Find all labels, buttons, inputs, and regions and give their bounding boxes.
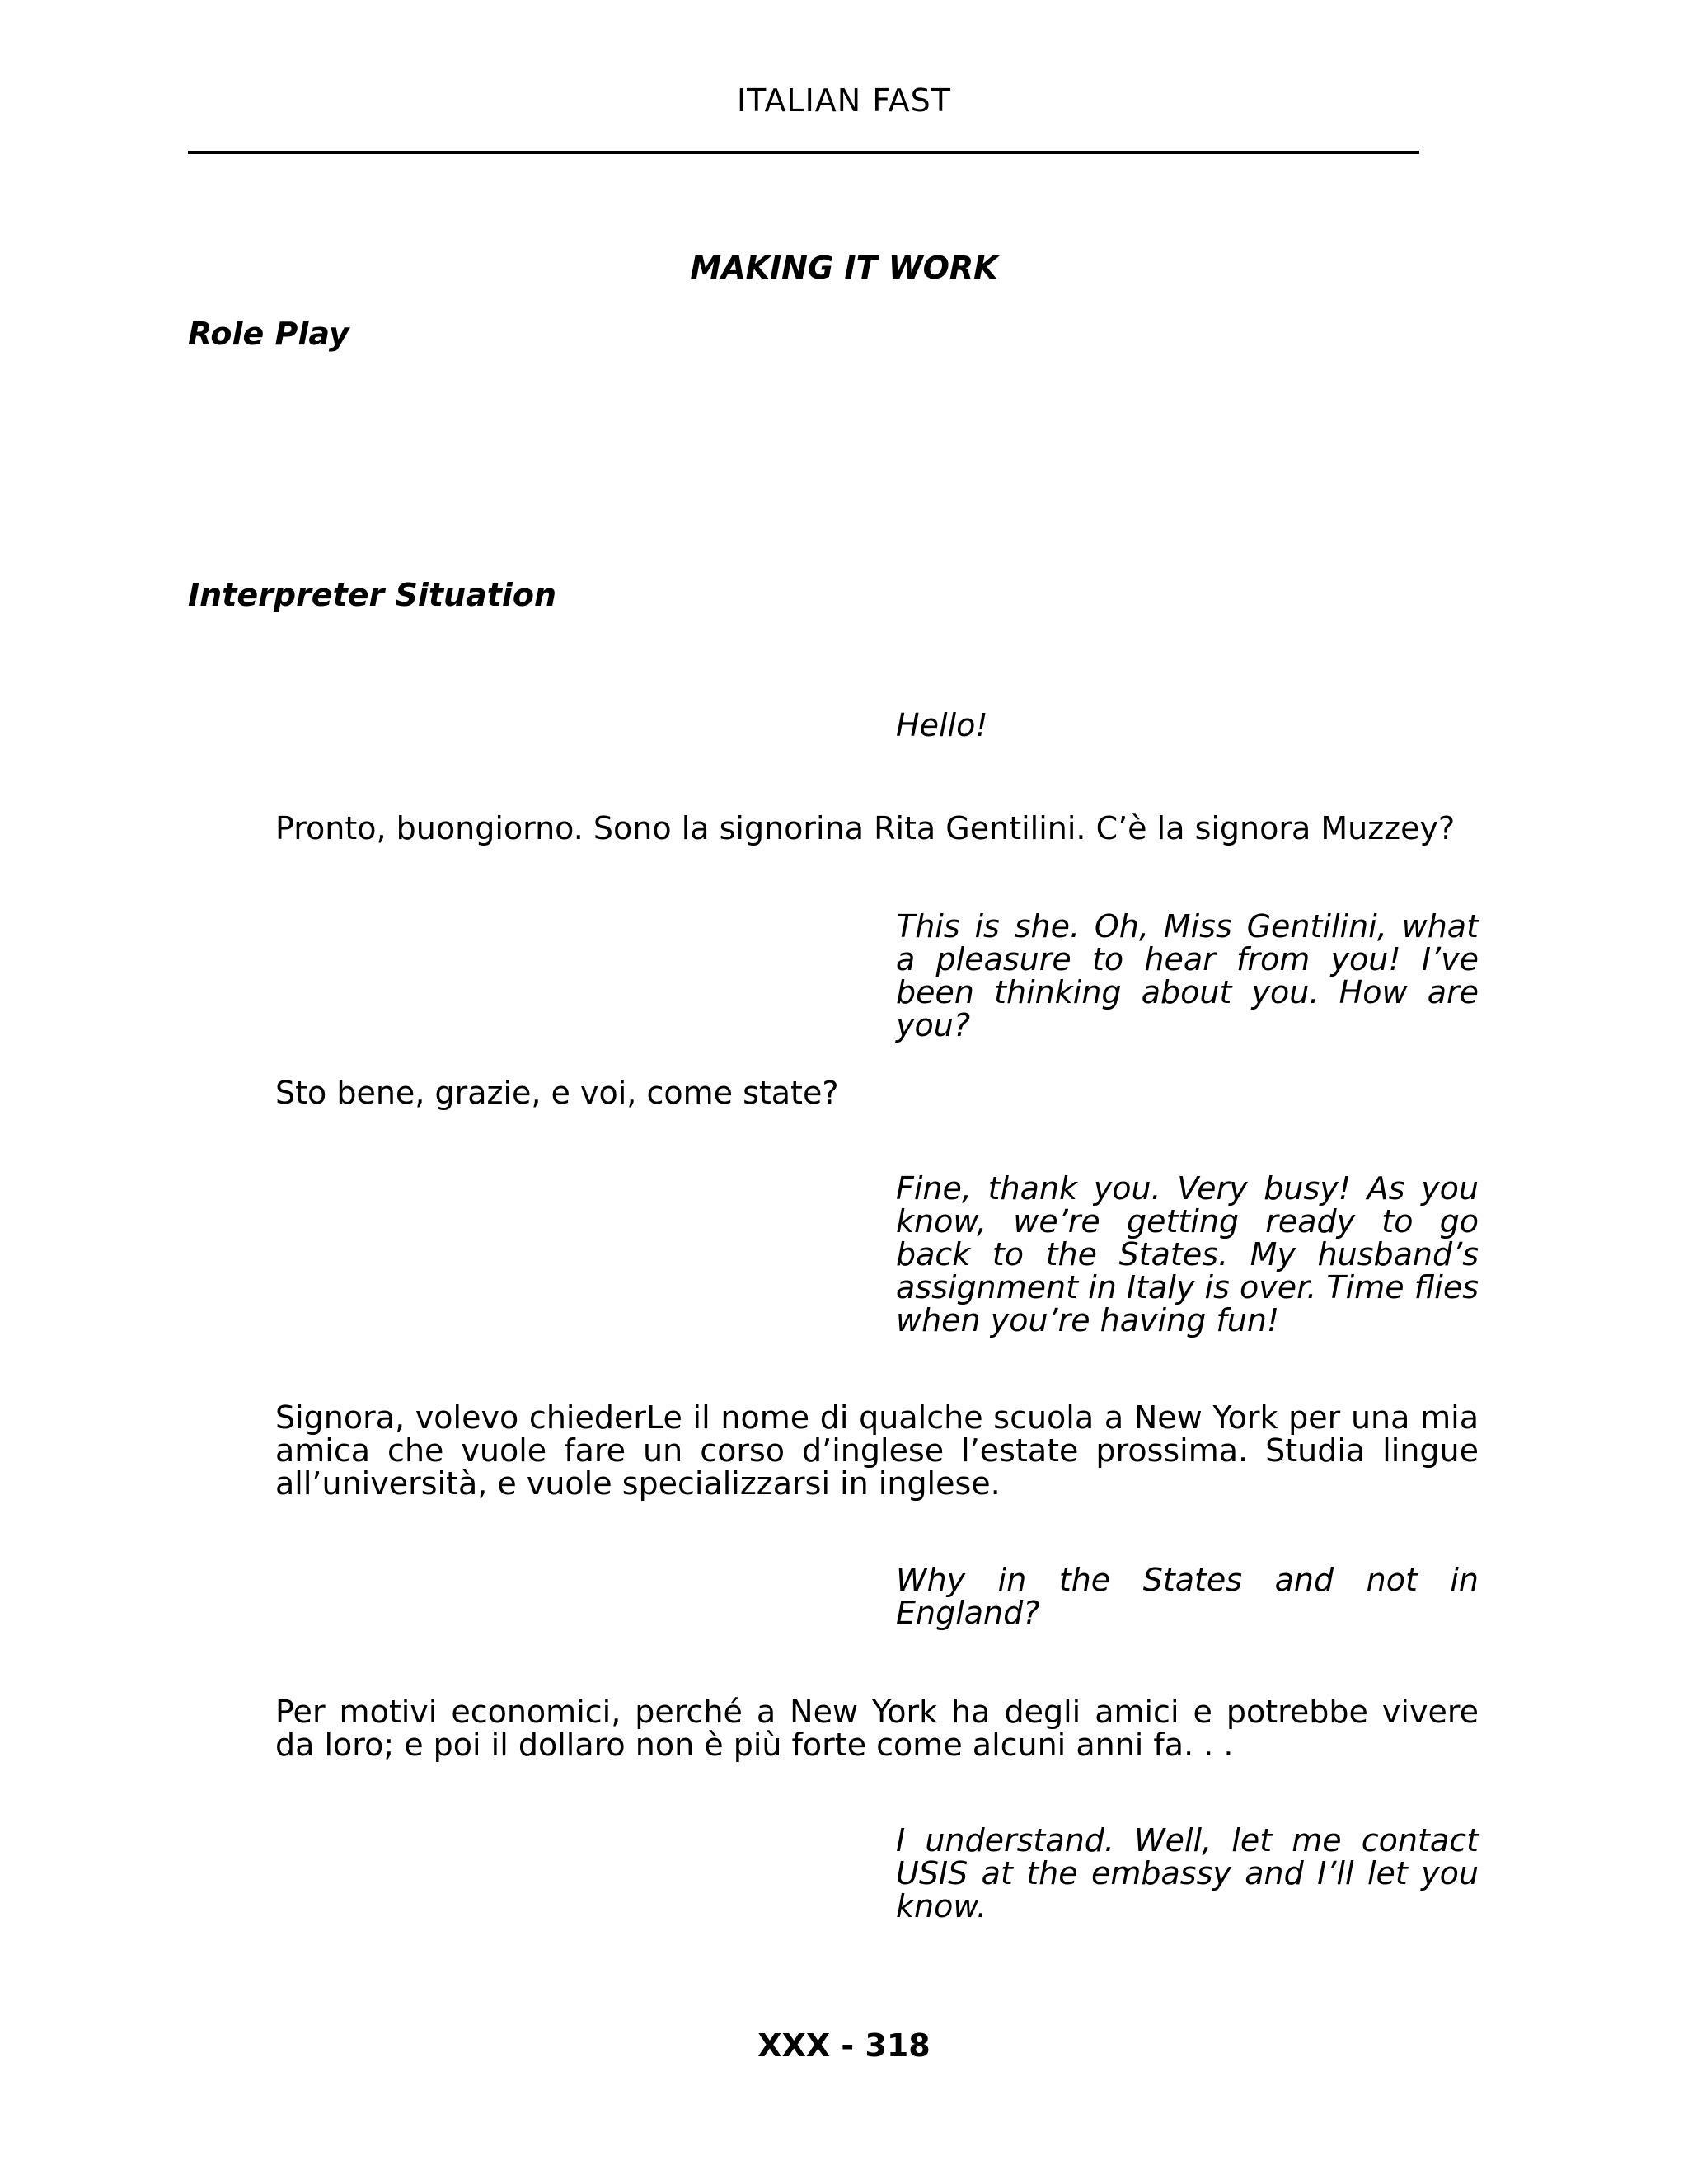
english-line-4: Why in the States and not in England?: [896, 1562, 1479, 1631]
role-play-heading: Role Play: [188, 316, 349, 352]
page-number: XXX - 318: [757, 2027, 931, 2064]
english-line-2: This is she. Oh, Miss Gentilini, what a pleasure to hear from you! I’ve been thinking about you. How are you?: [896, 908, 1479, 1043]
interpreter-situation-heading: Interpreter Situation: [188, 577, 557, 613]
running-header: ITALIAN FAST: [736, 82, 952, 119]
english-line-1: Hello!: [896, 707, 988, 743]
italian-line-1: Pronto, buongiorno. Sono la signorina Rita Gentilini. C’è la signora Muzzey?: [275, 810, 1456, 846]
italian-line-3: Signora, volevo chiederLe il nome di qualche scuola a New York per una mia amica che vuole fare un corso d’inglese l’estate prossima. Studia lingue all’università, e vuole specializzarsi in inglese.: [275, 1399, 1479, 1502]
header-rule: [188, 151, 1419, 154]
english-line-5: I understand. Well, let me contact USIS at the embassy and I’ll let you know.: [896, 1822, 1479, 1924]
english-line-3: Fine, thank you. Very busy! As you know, we’re getting ready to go back to the States. My husband’s assignment in Italy is over. Time flies when you’re having fun!: [896, 1170, 1479, 1338]
italian-line-4: Per motivi economici, perché a New York ha degli amici e potrebbe vivere da loro; e poi il dollaro non è più forte come alcuni anni fa. . .: [275, 1694, 1479, 1763]
section-title: MAKING IT WORK: [690, 250, 998, 286]
italian-line-2: Sto bene, grazie, e voi, come state?: [275, 1075, 839, 1111]
